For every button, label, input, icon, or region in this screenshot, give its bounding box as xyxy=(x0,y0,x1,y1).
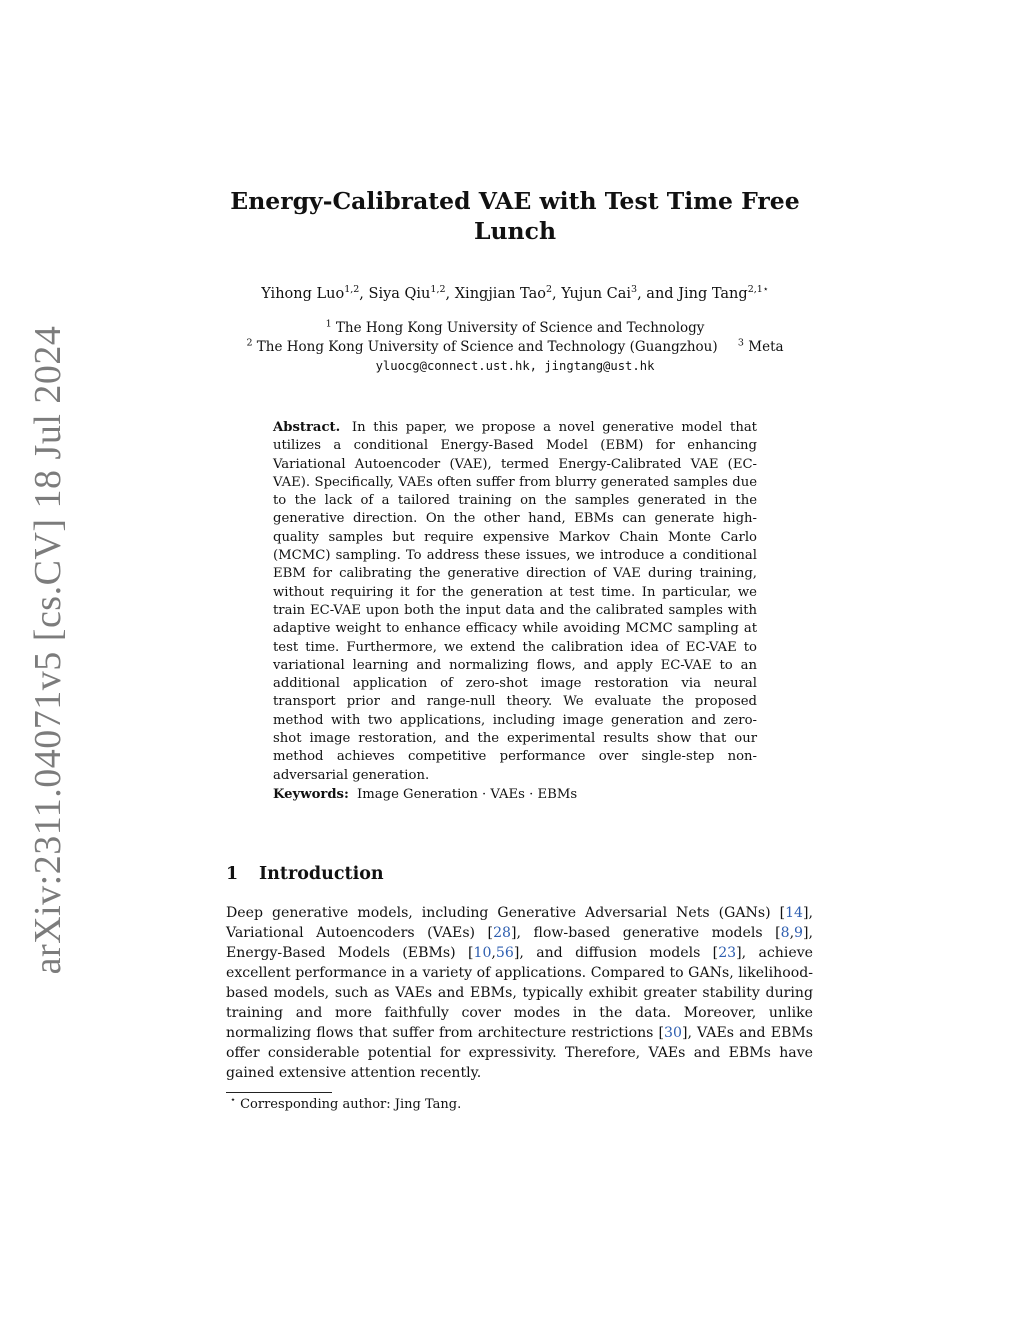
intro-text: ], flow-based generative models [ xyxy=(511,925,781,941)
citation-link[interactable]: 8 xyxy=(780,925,790,941)
author-affiliation-mark: 2 xyxy=(545,284,553,296)
intro-text: , xyxy=(491,945,496,961)
citation-link[interactable]: 56 xyxy=(495,945,514,961)
footnote-divider xyxy=(226,1092,332,1093)
abstract xyxy=(273,419,757,785)
author-separator: , xyxy=(359,286,369,302)
title-line-2: Lunch xyxy=(473,217,557,245)
author-affiliation-mark: 1,2 xyxy=(344,284,360,296)
section-title: Introduction xyxy=(259,864,384,884)
keywords-text: Image Generation · VAEs · EBMs xyxy=(357,787,578,802)
author-name: Siya Qiu xyxy=(368,286,431,302)
author-affiliation-mark: 1,2 xyxy=(430,284,446,296)
affiliation-2-and-3 xyxy=(180,338,850,357)
affiliation-3 xyxy=(738,339,784,355)
author xyxy=(678,286,769,302)
intro-text: ], Energy-Based Models (EBMs) [ xyxy=(226,925,813,961)
section-number: 1 xyxy=(226,864,239,884)
intro-text: ], VAEs and EBMs offer considerable potential for expressivity. Therefore, VAEs and EBMs have gained extensive attention recently. xyxy=(226,1025,814,1081)
arxiv-identifier: arXiv:2311.04071v5 [cs.CV] 18 Jul 2024 xyxy=(27,325,69,975)
intro-text: , xyxy=(789,925,795,941)
section-heading xyxy=(226,862,384,886)
introduction-paragraph xyxy=(226,903,813,1083)
affiliation-mark: 1 xyxy=(325,318,332,330)
affiliation-name: The Hong Kong University of Science and Technology (Guangzhou) xyxy=(256,339,718,355)
intro-text: ], and diffusion models [ xyxy=(513,945,719,961)
author-name: Yihong Luo xyxy=(261,286,345,302)
keywords xyxy=(273,786,757,804)
author-list xyxy=(180,284,850,304)
author-affiliation-mark: 2,1⋆ xyxy=(747,284,769,296)
footnote xyxy=(230,1096,461,1114)
author xyxy=(261,286,368,302)
title-line-1: Energy-Calibrated VAE with Test Time Free xyxy=(230,187,800,215)
author-separator: , xyxy=(445,286,455,302)
intro-text: Deep generative models, including Generative Adversarial Nets (GANs) [ xyxy=(226,905,786,921)
citation-link[interactable]: 28 xyxy=(493,925,511,941)
author-name: Jing Tang xyxy=(678,286,748,302)
intro-text: ], Variational Autoencoders (VAEs) [ xyxy=(226,905,813,941)
citation-link[interactable]: 30 xyxy=(664,1025,682,1041)
citation-link[interactable]: 10 xyxy=(473,945,492,961)
author-name: Yujun Cai xyxy=(561,286,632,302)
abstract-label: Abstract. xyxy=(273,420,341,435)
affiliation-name: Meta xyxy=(748,339,784,355)
author-name: Xingjian Tao xyxy=(454,286,546,302)
author-separator: , and xyxy=(637,286,679,302)
affiliation-mark: 2 xyxy=(246,337,253,349)
intro-text: ], achieve excellent performance in a variety of applications. Compared to GANs, likelihood-based models, such as VAEs and EBMs, typically exhibit greater stability during training and more faithfully cover modes in the data. Moreover, unlike normalizing flows that suffer from architecture restrictions [ xyxy=(226,945,813,1041)
citation-link[interactable]: 23 xyxy=(718,945,737,961)
citation-link[interactable]: 9 xyxy=(794,925,804,941)
author-affiliation-mark: 3 xyxy=(631,284,638,296)
author xyxy=(369,286,455,302)
affiliation-mark: 3 xyxy=(737,337,744,349)
citation-link[interactable]: 14 xyxy=(785,905,804,921)
author xyxy=(561,286,678,302)
author xyxy=(455,286,562,302)
author-separator: , xyxy=(552,286,562,302)
footnote-text: Corresponding author: Jing Tang. xyxy=(240,1097,462,1112)
author-emails: yluocg@connect.ust.hk, jingtang@ust.hk xyxy=(375,359,655,373)
affiliation-1 xyxy=(180,319,850,338)
abstract-text: In this paper, we propose a novel generative model that utilizes a conditional Energy-Based Model (EBM) for enhancing Variational Autoencoder (VAE), termed Energy-Calibrated VAE (EC-VAE). Specifically, VAEs often suffer from blurry generated samples due to the lack of a tailored training on the samples generated in the generative direction. On the other hand, EBMs can generate high-quality samples but require expensive Markov Chain Monte Carlo (MCMC) sampling. To address these issues, we introduce a conditional EBM for calibrating the generative direction of VAE during training, without requiring it for the generation at test time. In particular, we train EC-VAE upon both the input data and the calibrated samples with adaptive weight to enhance efficacy while avoiding MCMC sampling at test time. Furthermore, we extend the calibration idea of EC-VAE to variational learning and normalizing flows, and apply EC-VAE to an additional application of zero-shot image restoration via neural transport prior and range-null theory. We evaluate the proposed method with two applications, including image generation and zero-shot image restoration, and the experimental results show that our method achieves competitive performance over single-step non-adversarial generation. xyxy=(273,420,757,783)
footnote-mark: ⋆ xyxy=(230,1094,236,1106)
keywords-label: Keywords: xyxy=(273,787,349,802)
affiliation-name: The Hong Kong University of Science and Technology xyxy=(335,320,705,336)
paper-title xyxy=(200,186,830,246)
